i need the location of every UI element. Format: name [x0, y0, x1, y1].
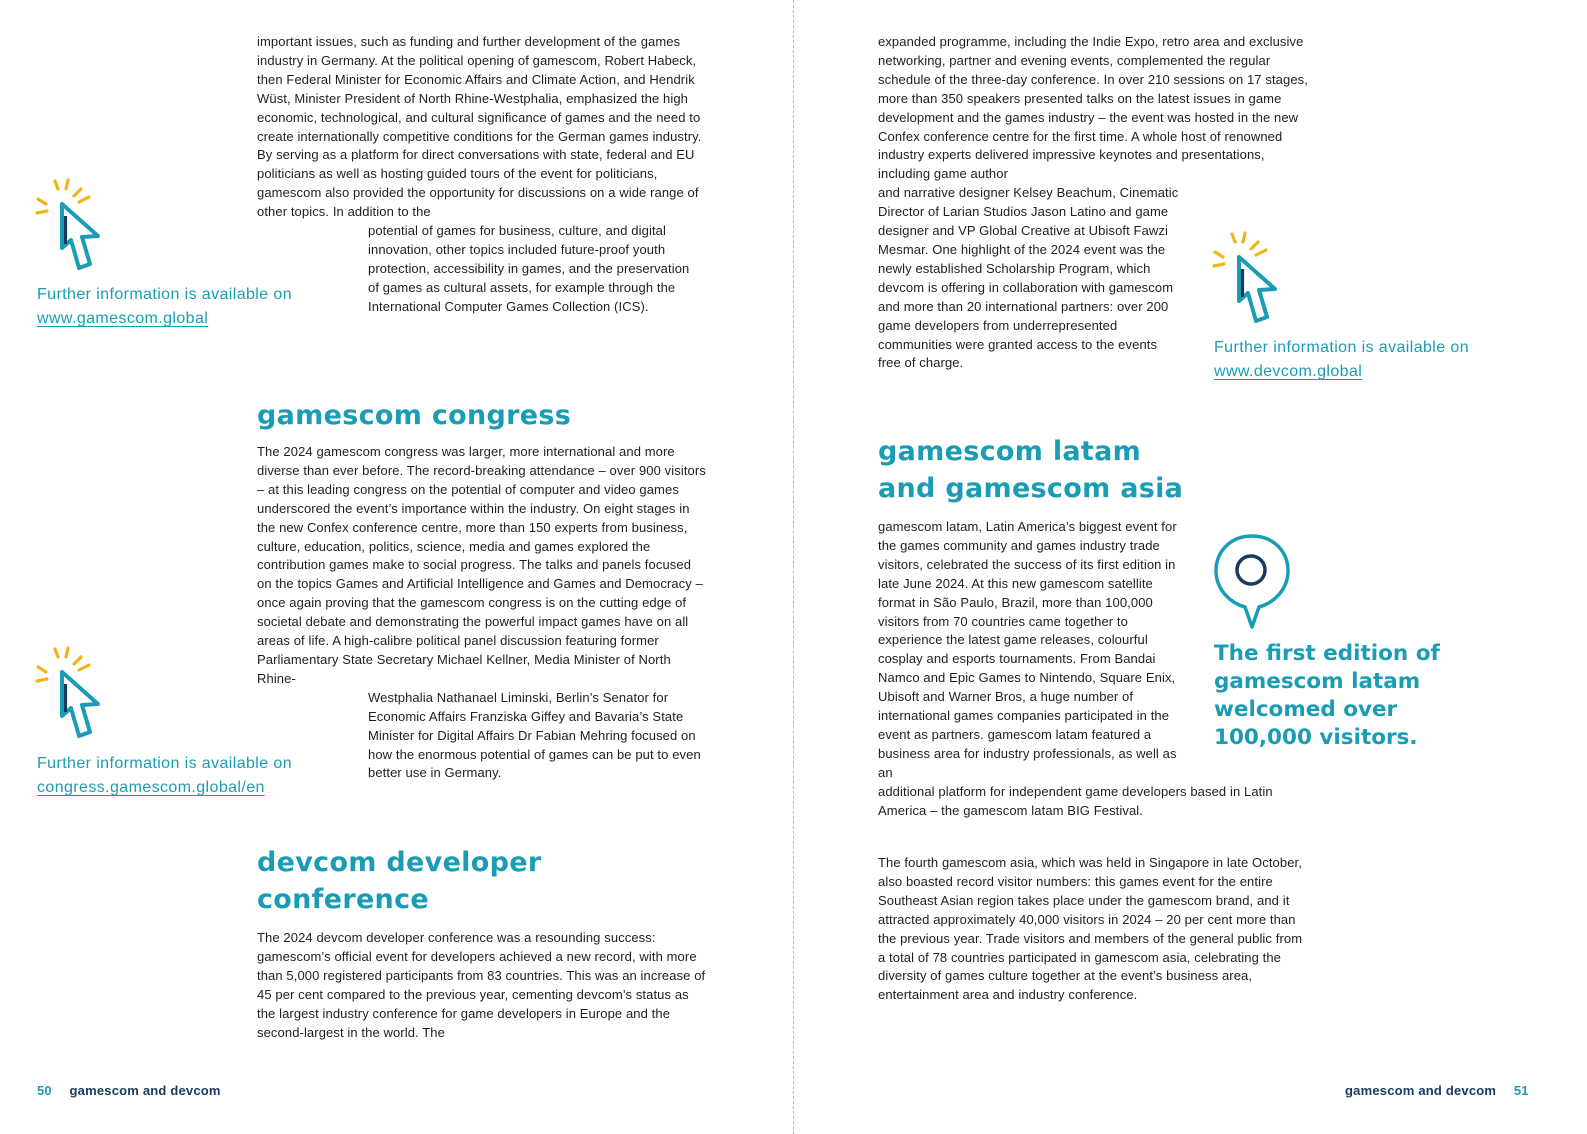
devcom-heading-line2: conference [257, 884, 430, 915]
congress-website-link[interactable]: congress.gamescom.global/en [37, 779, 265, 796]
devcom-continued-narrow: and narrative designer Kelsey Beachum, Cinematic Director of Larian Studios Jason Latino and game designer and VP Global Creative at Ubisoft Fawzi Mesmar. One highlight of the 2024 event was the newly established Scholarship Program, which devcom is offering in collaboration with gamescom and more than 20 international partners: over 200 game developers from underrepresented communities were granted access to the events free of charge. [878, 185, 1179, 371]
devcom-continued-wide: expanded programme, including the Indie Expo, retro area and exclusive networking, partner and evening events, complemented the regular schedule of the three-day conference. In over 210 sessions on 17 stages, more than 350 speakers presented talks on the latest issues in game development and the games industry – the event was hosted in the new Confex conference centre for the first time. A whole host of renowned industry experts delivered impressive keynotes and presentations, including game author [878, 34, 1308, 182]
devcom-heading [257, 844, 541, 918]
page-spread-divider [793, 0, 794, 1134]
latam-heading-line2: and gamescom asia [878, 473, 1184, 504]
footer-title: gamescom and devcom [69, 1083, 221, 1098]
info-box-gamescom [37, 283, 337, 331]
latam-asia-heading [878, 433, 1183, 507]
congress-text-indented: Westphalia Nathanael Liminski, Berlin’s Senator for Economic Affairs Franziska Giffey and Bavaria’s State Minister for Digital Affairs Dr Fabian Mehring focused on how the enormous potential of games can be put to even better use in Germany. [368, 689, 701, 781]
latam-heading-line1: gamescom latam [878, 436, 1142, 467]
congress-paragraph [257, 443, 707, 783]
cursor-click-icon [34, 178, 104, 274]
cursor-click-icon [34, 646, 104, 742]
location-pin-icon [1212, 533, 1296, 633]
intro-paragraph [257, 33, 707, 317]
intro-text-indented: potential of games for business, culture, and digital innovation, other topics included future-proof youth protection, accessibility in games, and the preservation of games as cultural assets, for example through the International Computer Games Collection (ICS). [368, 223, 690, 314]
page-number: 51 [1513, 1083, 1529, 1098]
footer-right [1345, 1083, 1529, 1098]
cursor-click-icon [1211, 231, 1281, 327]
info-label: Further information is available on [1214, 339, 1470, 356]
devcom-website-link[interactable]: www.devcom.global [1214, 363, 1363, 380]
devcom-paragraph: The 2024 devcom developer conference was a resounding success: gamescom’s official event for developers achieved a new record, with more than 5,000 registered participants from 83 countries. This was an increase of 45 per cent compared to the previous year, cementing devcom’s status as the largest industry conference for game developers in Europe and the second-largest in the world. The [257, 930, 706, 1040]
info-box-congress [37, 752, 347, 800]
info-label: Further information is available on [37, 755, 293, 772]
footer-title: gamescom and devcom [1345, 1083, 1497, 1098]
page-number: 50 [37, 1083, 52, 1098]
gamescom-website-link[interactable]: www.gamescom.global [37, 310, 209, 327]
pull-quote: The first edition of gamescom latam welcomed over 100,000 visitors. [1214, 641, 1440, 750]
devcom-heading-line1: devcom developer [257, 847, 542, 878]
latam-text-narrow: gamescom latam, Latin America’s biggest event for the games community and games industry trade visitors, celebrated the success of its first edition in late June 2024. At this new gamescom satellite format in São Paulo, Brazil, more than 100,000 visitors from 70 countries came together to experience the latest game releases, colourful cosplay and esports tournaments. From Bandai Namco and Epic Games to Nintendo, Square Enix, Ubisoft and Warner Bros, a huge number of international games companies participated in the event as partners. gamescom latam featured a business area for industry professionals, as well as an [878, 519, 1177, 780]
latam-text-wide: additional platform for independent game developers based in Latin America – the gamescom latam BIG Festival. [878, 783, 1273, 818]
info-label: Further information is available on [37, 286, 293, 303]
footer-left [37, 1083, 221, 1098]
congress-text-wide: The 2024 gamescom congress was larger, more international and more diverse than ever before. The record-breaking attendance – over 900 visitors – at this leading congress on the potential of computer and video games underscored the event’s importance within the industry. On eight stages in the new Confex conference centre, more than 150 experts from business, culture, education, politics, science, media and games explored the contribution games make to social progress. The talks and panels focused on the topics Games and Artificial Intelligence and Games and Democracy – once again proving that the gamescom congress is on the cutting edge of societal debate and demonstrating the powerful impact games have on all areas of life. A high-calibre political panel discussion featuring former Parliamentary State Secretary Michael Kellner, Media Minister of North Rhine- [257, 444, 706, 686]
asia-paragraph: The fourth gamescom asia, which was held in Singapore in late October, also boasted record visitor numbers: this games event for the entire Southeast Asian region takes place under the gamescom brand, and it attracted approximately 40,000 visitors in 2024 – 20 per cent more than the previous year. Trade visitors and members of the general public from a total of 78 countries participated in gamescom asia, celebrating the diversity of games culture together at the event’s business area, entertainment area and industry conference. [878, 855, 1303, 1003]
congress-heading: gamescom congress [257, 400, 572, 431]
intro-text-wide: important issues, such as funding and further development of the games industry in Germany. At the political opening of gamescom, Robert Habeck, then Federal Minister for Economic Affairs and Climate Action, and Hendrik Wüst, Minister President of North Rhine-Westphalia, emphasized the high economic, technological, and cultural significance of games and the need to create internationally competitive conditions for the German games industry. By serving as a platform for direct conversations with state, federal and EU politicians as well as hosting guided tours of the event for politicians, gamescom also provided the opportunity for discussions on a wide range of other topics. In addition to the [257, 34, 702, 220]
info-box-devcom [1214, 336, 1534, 384]
